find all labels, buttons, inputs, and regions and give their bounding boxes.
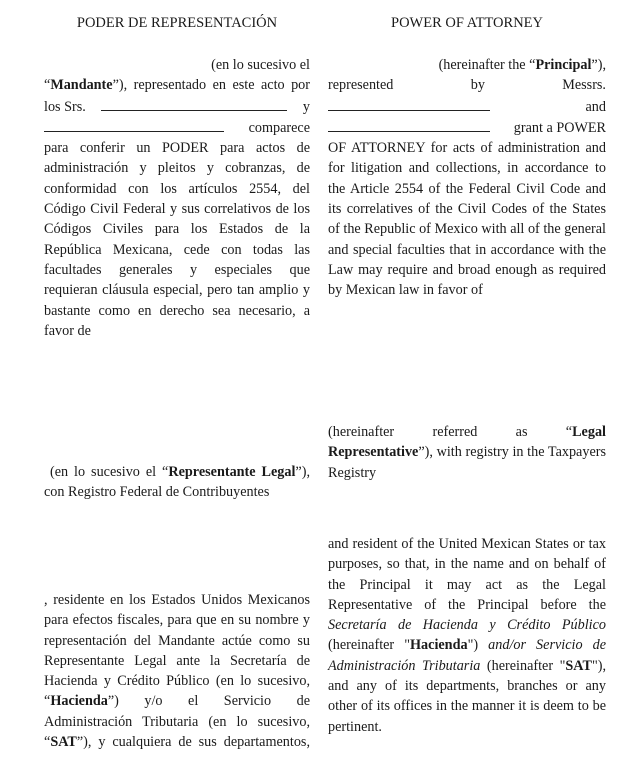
english-paragraph-3: and resident of the United Mexican States or tax purposes, so that, in the name and on behalf of the Principal it may act as the Legal Representative of the Principal before the Secretaría de Hacienda y Crédito Público (hereinafter "Hacienda") and/or Servicio de Administración Tributaria (hereinafter "SAT"), and any of its departments, branches or any other of its offices in the manner it is deem to be pertinent. <box>328 536 607 735</box>
english-p1-line1: (hereinafter the “Principal”), <box>438 57 606 73</box>
spanish-p1-body: para conferir un PODER para actos de administración y pleitos y cobranzas, de conformidad con los artículos 2554, del Código Civil Federal y sus correlativos de los Códigos Civiles para los Estados de la República Mexicana, cede con todas las facultades generales y especiales que requieran cláusula especial, pero tan amplio y bastante como en derecho sea necesario, a favor de <box>44 140 310 339</box>
spanish-paragraph-3: , residente en los Estados Unidos Mexicanos para efectos fiscales, para que en su nombre y representación del Mandante actúe como su Representante Legal ante la Secretaría de Hacienda y Crédito Público (en lo sucesivo, “Hacienda”) y/o el Servicio de Administración Tributaria (en lo sucesivo, “SAT”), y cualquiera de sus departamentos, <box>44 592 310 751</box>
english-p1-line4: grant a POWER <box>328 117 606 138</box>
spanish-p1-line2: “Mandante”), representado en este acto por <box>44 77 310 94</box>
spanish-p1-line3: los Srs. y <box>44 96 310 117</box>
spanish-p2-line2: con Registro Federal de Contribuyentes <box>44 484 270 501</box>
spanish-p1-line1: (en lo sucesivo el <box>211 57 310 73</box>
english-p1-line2: represented by Messrs. <box>328 77 606 94</box>
spanish-paragraph-1 <box>44 55 310 341</box>
spanish-paragraph-2 <box>44 462 310 503</box>
name-blank-3 <box>328 96 490 111</box>
spanish-p2-line1: (en lo sucesivo el “Representante Legal”), <box>49 464 310 480</box>
english-p1-line3: and <box>328 96 606 117</box>
english-paragraph-1 <box>328 55 606 301</box>
english-p1-body: OF ATTORNEY for acts of administration and for litigation and collections, in accordance to the Article 2554 of the Federal Civil Code and its correlatives of the Civil Codes of the States of the Republic of Mexico with all of the general and special faculties that in accordance with the Law may require and broad enough as required by Mexican law in favor of <box>328 140 606 299</box>
english-paragraph-2 <box>328 422 606 483</box>
name-blank-2 <box>44 117 224 132</box>
spanish-p1-line4: comparece <box>44 117 310 138</box>
english-p2-rest: Representative”), with registry in the Taxpayers Registry <box>328 444 606 481</box>
name-blank-4 <box>328 117 490 132</box>
page-cutoff <box>0 752 640 771</box>
name-blank-1 <box>101 96 287 111</box>
english-p2-line1: (hereinafter referred as “Legal <box>328 424 606 440</box>
spanish-title: PODER DE REPRESENTACIÓN <box>76 15 278 31</box>
english-title: POWER OF ATTORNEY <box>391 15 543 31</box>
